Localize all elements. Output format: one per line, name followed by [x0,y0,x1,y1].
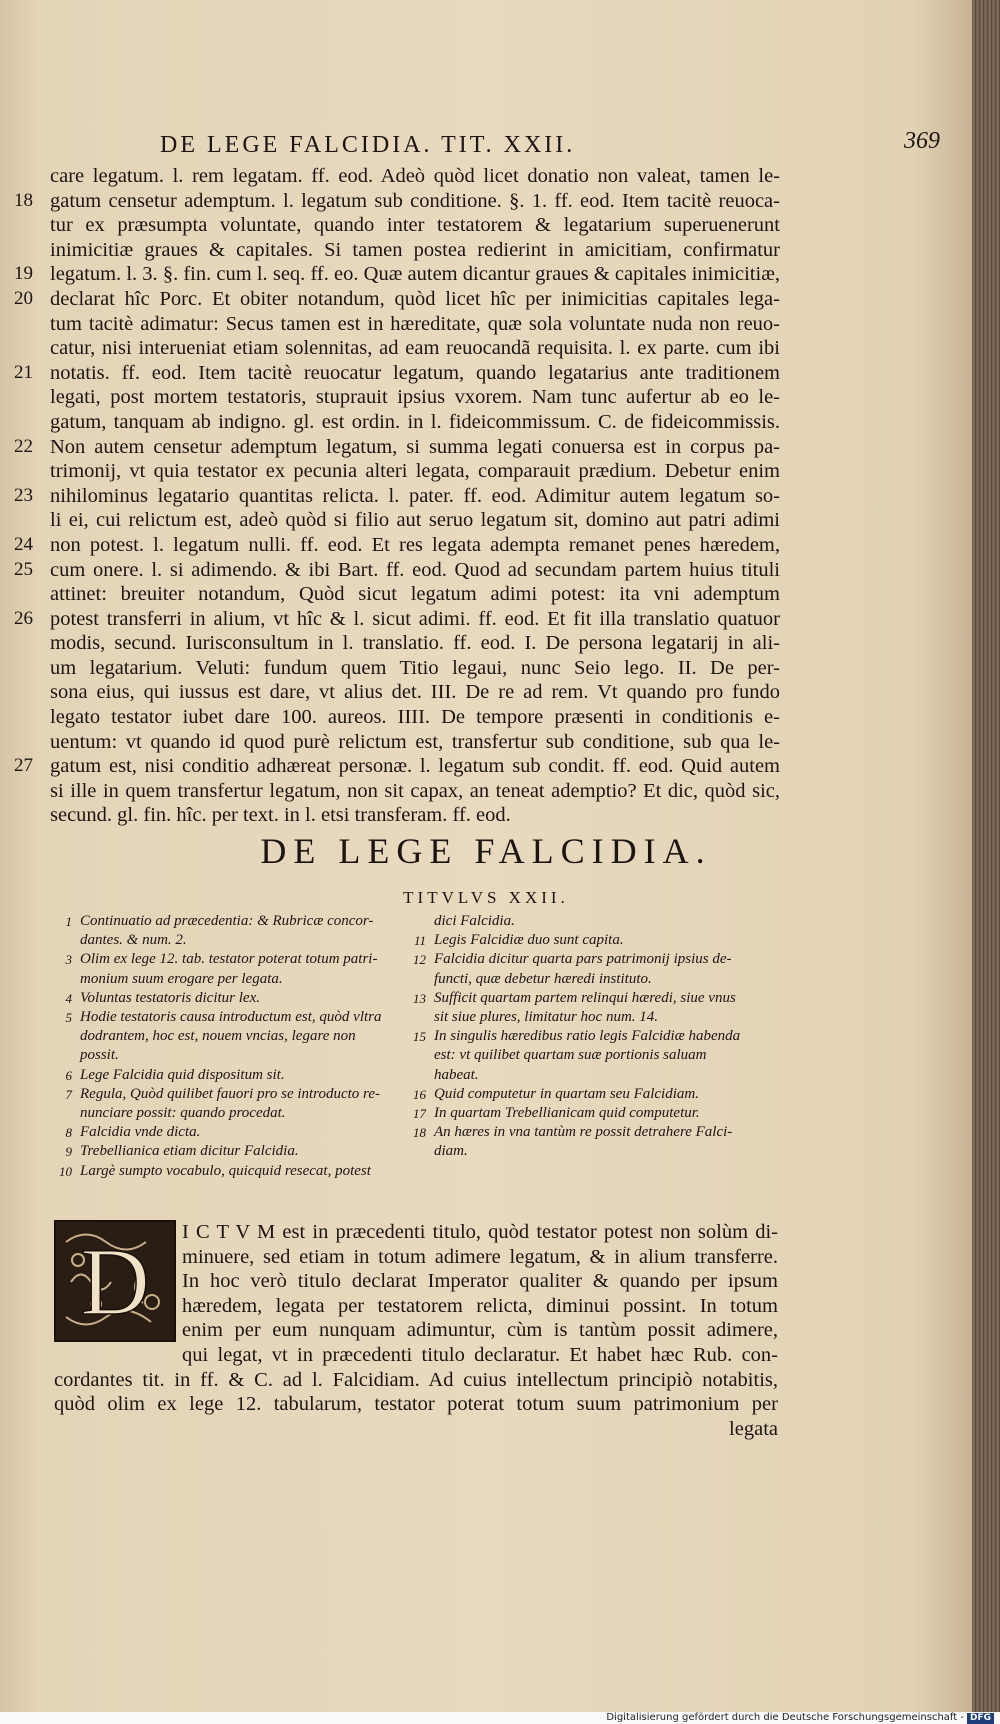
line-text: inimicitiæ graues & capitales. Si tamen postea redierint in amicitiam, confirmatur [50,238,780,261]
summary-number: 4 [65,990,72,1006]
text-line [10,730,780,755]
summary-item [404,950,784,969]
summary-item [404,1123,784,1142]
summary-text: sit siue plures, limitatur hoc num. 14. [434,1009,659,1026]
summary-item [50,1008,450,1027]
summary-text: habeat. [434,1066,479,1083]
text-line [10,336,780,361]
text-line [10,631,780,656]
text-line [10,754,780,779]
summary-item [50,1123,450,1142]
line-text: tum tacitè adimatur: Secus tamen est in hæreditate, quæ sola voluntate nuda non reuo- [50,312,780,335]
summary-text: Legis Falcidiæ duo sunt capita. [434,932,624,949]
footer-credit [0,1712,1000,1724]
page-number: 369 [904,128,940,154]
line-text: um legatarium. Veluti: fundum quem Titio legaui, nunc Seio lego. II. De per- [50,656,780,679]
summary-item [404,912,784,931]
text-line [10,779,780,804]
summary-text: dici Falcidia. [434,913,515,929]
text-line [10,680,780,705]
summary-text: dantes. & num. 2. [80,932,187,949]
text-line [10,607,780,632]
running-head: DE LEGE FALCIDIA. TIT. XXII. [160,132,576,158]
summary-text: Quid computetur in quartam seu Falcidiam. [434,1085,699,1102]
summary-number: 1 [65,914,72,929]
margin-number: 18 [14,189,33,211]
summary-number: 5 [65,1010,72,1026]
text-line [10,803,780,828]
intro-line: minuere, sed etiam in totum adimere legatum, & in alium transferre. [182,1245,778,1268]
summary-item [404,1027,784,1046]
summary-number: 7 [65,1086,72,1102]
summary-number: 13 [413,990,426,1006]
summary-item [50,1085,450,1104]
line-text: non potest. l. legatum nulli. ff. eod. Et res legata adempta remanet penes hæredem, [50,533,780,556]
line-text: trimonij, vt quia testator ex pecunia alteri legata, comparauit prædium. Debetur enim [50,460,780,483]
summary-item [404,1085,784,1104]
line-text: sona eius, qui iussus est dare, vt alius det. III. De re ad rem. Vt quando pro fundo [50,681,780,704]
summary-item [404,1104,784,1123]
margin-number: 27 [14,755,33,777]
text-line [10,189,780,214]
line-text: li ei, cui relictum est, adeò quòd si filio aut seruo legatum sit, domino aut patri adimi [50,509,780,532]
summary-text: Continuatio ad præcedentia: & Rubricæ concor- [80,913,374,929]
text-line [10,533,780,558]
text-line [10,312,780,337]
summary-text: Lege Falcidia quid dispositum sit. [80,1066,285,1083]
line-text: modis, secund. Iurisconsultum in l. translatio. ff. eod. I. De persona legatarij in ali- [50,632,780,655]
summary-number: 11 [413,933,426,949]
line-text: legatum. l. 3. §. fin. cum l. seq. ff. eo. Quæ autem dicantur graues & capitales inimicitiæ, [50,263,780,286]
summary-number: 18 [413,1125,426,1141]
summary-text: An hæres in vna tantùm re possit detrahere Falci- [434,1124,733,1141]
summary-text: est: vt quilibet quartam suæ portionis saluam [434,1047,707,1064]
summary-text: In quartam Trebellianicam quid computetur. [434,1105,700,1122]
summary-item [50,989,450,1008]
line-text: declarat hîc Porc. Et obiter notandum, quòd licet hîc per inimicitias capitales lega- [50,287,780,310]
text-line [10,262,780,287]
intro-line: legata [729,1417,778,1440]
text-line [10,459,780,484]
dfg-logo: DFG [967,1713,994,1724]
text-line [10,558,780,583]
intro-line: I C T V M est in præcedenti titulo, quòd testator potest non solùm di- [182,1221,778,1243]
summary-text: functi, quæ debetur hæredi instituto. [434,970,652,987]
section-subtitle: TITVLVS XXII. [403,888,569,907]
margin-number: 19 [14,263,33,285]
summary-number: 3 [65,952,72,968]
summary-item [404,931,784,950]
intro-line: In hoc verò titulo declarat Imperator qualiter & quando per ipsum [182,1270,778,1293]
summary-text: Olim ex lege 12. tab. testator poterat totum patri- [80,951,378,968]
summary-number [404,912,434,931]
summary-text: possit. [80,1047,119,1064]
line-text: notatis. ff. eod. Item tacitè reuocatur legatum, quando legatarius ante traditionem [50,361,780,384]
intro-line: quòd olim ex lege 12. tabularum, testator poterat totum suum patrimonium per [54,1393,778,1416]
summary-number: 12 [413,952,426,968]
text-line [10,238,780,263]
line-text: cum onere. l. si adimendo. & ibi Bart. ff. eod. Quod ad secundam partem huius tituli [50,558,780,581]
line-text: potest transferri in alium, vt hîc & l. sicut adimi. ff. eod. Et fit illa translatio quatuor [50,607,780,630]
margin-number: 20 [14,287,33,309]
summary-item [50,1142,450,1161]
summary-item [50,1066,450,1085]
summary-item [50,912,450,931]
summary-text: In singulis hæredibus ratio legis Falcidiæ habenda [434,1028,741,1045]
line-text: Non autem censetur ademptum legatum, si summa legati conuersa est in corpus pa- [50,435,780,458]
line-text: tur ex præsumpta voluntate, quando inter testatorem & legatarium superuenerunt [50,214,780,237]
margin-number: 25 [14,558,33,580]
intro-line: enim per eum nunquam adimuntur, cùm is tantùm possit adimere, [182,1319,778,1342]
text-line [10,361,780,386]
summary-text: nunciare possit: quando procedat. [80,1105,286,1122]
line-text: secund. gl. fin. hîc. per text. in l. etsi transferam. ff. eod. [50,804,511,827]
summary-text: Voluntas testatoris dicitur lex. [80,989,260,1006]
intro-line: qui legat, vt in præcedenti titulo declaratur. Et habet hæc Rub. con- [182,1343,778,1366]
summary-item [50,1162,450,1181]
summary-number: 6 [65,1067,72,1083]
line-text: care legatum. l. rem legatam. ff. eod. Adeò quòd licet donatio non valeat, tamen le- [50,165,780,187]
line-text: gatum, tanquam ab indigno. gl. est ordin. in l. fideicommissum. C. de fideicommissis. [50,410,780,433]
decorated-initial [54,1220,176,1342]
line-text: catur, nisi interueniat etiam solennitas, ad eam reuocandã requisita. l. ex parte. cum ibi [50,337,780,360]
summary-text: Hodie testatoris causa introductum est, quòd vltra [80,1009,382,1026]
floral-initial-icon [56,1222,174,1340]
summary-right-column [404,912,784,1162]
margin-number: 23 [14,484,33,506]
line-text: uentum: vt quando id quod purè relictum est, transfertur sub conditione, sub qua le- [50,730,780,753]
text-line [10,484,780,509]
text-line [10,213,780,238]
summary-number: 10 [59,1163,72,1179]
summary-number: 9 [65,1144,72,1160]
text-line [10,656,780,681]
summary-text: monium suum erogare per legata. [80,970,283,987]
intro-line: cordantes tit. in ff. & C. ad l. Falcidiam. Ad cuius intellectum principiò notabitis, [54,1368,778,1391]
summary-item [404,989,784,1008]
summary-number: 16 [413,1086,426,1102]
text-line [10,508,780,533]
summary-number: 15 [413,1029,426,1045]
summary-number: 17 [413,1106,426,1122]
summary-text: diam. [434,1143,468,1160]
text-line [10,705,780,730]
summary-text: Trebellianica etiam dicitur Falcidia. [80,1143,299,1160]
summary-text: Sufficit quartam partem relinqui hæredi, siue vnus [434,989,736,1006]
section-title: DE LEGE FALCIDIA. [260,831,712,871]
margin-number: 22 [14,435,33,457]
line-text: nihilominus legatario quantitas relicta. l. pater. ff. eod. Adimitur autem legatum so- [50,484,780,507]
summary-text: Regula, Quòd quilibet fauori pro se introducto re- [80,1085,380,1102]
summary-item [50,950,450,969]
text-line [10,385,780,410]
margin-number: 24 [14,533,33,555]
summary-text: dodrantem, hoc est, nouem vncias, legare non [80,1028,356,1045]
summary-text: Falcidia dicitur quarta pars patrimonij ipsius de- [434,951,732,968]
line-text: legato testator iubet dare 100. aureos. IIII. De tempore præsenti in conditionis e- [50,706,780,729]
commentary-text [10,164,780,828]
footer-text: Digitalisierung gefördert durch die Deutsche Forschungsgemeinschaft - [606,1712,964,1723]
line-text: si ille in quem transfertur legatum, non sit capax, an teneat ademptio? Et dic, quòd sic, [50,779,780,802]
text-line [10,582,780,607]
text-line [10,435,780,460]
text-line [10,410,780,435]
summary-number: 8 [65,1125,72,1141]
summary-left-column [50,912,450,1181]
margin-number: 21 [14,361,33,383]
line-text: attinet: breuiter notandum, Quòd sicut legatum adimi potest: ita vni ademptum [50,583,780,606]
margin-number: 26 [14,607,33,629]
text-line [10,287,780,312]
page-edge [972,0,1000,1724]
line-text: legati, post mortem testatoris, stuprauit ipsius vxorem. Nam tunc aufertur ab eo le- [50,386,780,409]
intro-line: hæredem, legata per testatorem relicta, diminui possint. In totum [182,1294,778,1317]
text-line [10,164,780,189]
summary-text: Falcidia vnde dicta. [80,1124,201,1141]
svg-text:D: D [80,1228,150,1335]
line-text: gatum est, nisi conditio adhæreat personæ. l. legatum sub condit. ff. eod. Quid autem [50,755,780,778]
line-text: gatum censetur ademptum. l. legatum sub conditione. §. 1. ff. eod. Item tacitè reuoca- [50,189,780,212]
summary-text: Largè sumpto vocabulo, quicquid resecat, potest [80,1162,371,1179]
